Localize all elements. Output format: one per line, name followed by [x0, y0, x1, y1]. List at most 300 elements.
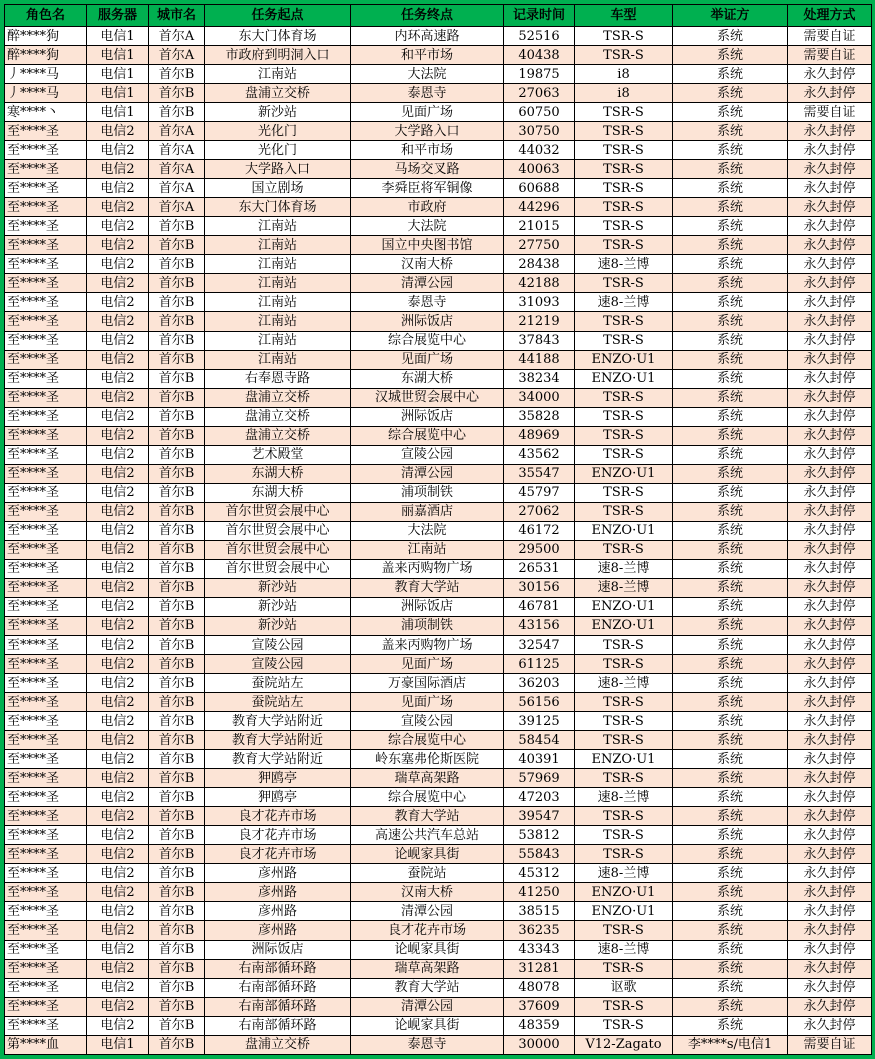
- cell-server: 电信2: [87, 883, 149, 902]
- table-row: [5, 502, 872, 521]
- cell-record-time: 37609: [504, 997, 575, 1016]
- cell-end: 见面广场: [351, 655, 504, 674]
- cell-city: 首尔B: [149, 788, 205, 807]
- table-row: [5, 160, 872, 179]
- cell-role-name: 至****圣: [5, 502, 87, 521]
- table-row: [5, 578, 872, 597]
- cell-reporter: 系统: [673, 578, 788, 597]
- table-row: [5, 46, 872, 65]
- cell-record-time: 48078: [504, 978, 575, 997]
- cell-action: 永久封停: [788, 122, 872, 141]
- cell-car-model: ENZO·U1: [575, 883, 673, 902]
- cell-reporter: 系统: [673, 769, 788, 788]
- cell-start: 首尔世贸会展中心: [205, 521, 351, 540]
- cell-server: 电信2: [87, 122, 149, 141]
- cell-record-time: 34000: [504, 388, 575, 407]
- cell-car-model: TSR-S: [575, 997, 673, 1016]
- cell-action: 永久封停: [788, 141, 872, 160]
- cell-server: 电信2: [87, 483, 149, 502]
- cell-role-name: 至****圣: [5, 217, 87, 236]
- cell-role-name: 至****圣: [5, 693, 87, 712]
- table-row: [5, 27, 872, 46]
- cell-end: 马场交叉路: [351, 160, 504, 179]
- cell-start: 新沙站: [205, 616, 351, 635]
- cell-reporter: 系统: [673, 312, 788, 331]
- cell-server: 电信2: [87, 331, 149, 350]
- cell-record-time: 48969: [504, 426, 575, 445]
- cell-reporter: 系统: [673, 445, 788, 464]
- cell-action: 永久封停: [788, 864, 872, 883]
- cell-car-model: i8: [575, 65, 673, 84]
- table-row: [5, 921, 872, 940]
- cell-server: 电信2: [87, 141, 149, 160]
- cell-record-time: 48359: [504, 1016, 575, 1035]
- cell-server: 电信2: [87, 559, 149, 578]
- cell-action: 永久封停: [788, 636, 872, 655]
- cell-start: 右南部循环路: [205, 997, 351, 1016]
- cell-reporter: 系统: [673, 236, 788, 255]
- cell-action: 永久封停: [788, 845, 872, 864]
- cell-action: 永久封停: [788, 350, 872, 369]
- cell-reporter: 系统: [673, 978, 788, 997]
- cell-city: 首尔B: [149, 959, 205, 978]
- cell-start: 洲际饭店: [205, 940, 351, 959]
- table-row: [5, 236, 872, 255]
- cell-end: 大法院: [351, 521, 504, 540]
- cell-start: 东湖大桥: [205, 464, 351, 483]
- cell-end: 教育大学站: [351, 807, 504, 826]
- cell-role-name: 第****血: [5, 1035, 87, 1054]
- cell-record-time: 40063: [504, 160, 575, 179]
- cell-role-name: 至****圣: [5, 712, 87, 731]
- cell-role-name: 至****圣: [5, 655, 87, 674]
- header-reporter: 举证方: [673, 5, 788, 27]
- cell-city: 首尔A: [149, 198, 205, 217]
- cell-record-time: 42188: [504, 274, 575, 293]
- cell-server: 电信2: [87, 217, 149, 236]
- table-row: [5, 1016, 872, 1035]
- cell-role-name: 至****圣: [5, 331, 87, 350]
- cell-start: 良才花卉市场: [205, 807, 351, 826]
- table-row: [5, 788, 872, 807]
- cell-start: 右南部循环路: [205, 1016, 351, 1035]
- cell-end: 见面广场: [351, 693, 504, 712]
- cell-record-time: 61125: [504, 655, 575, 674]
- cell-server: 电信2: [87, 845, 149, 864]
- cell-car-model: 讴歌: [575, 978, 673, 997]
- cell-end: 宣陵公园: [351, 712, 504, 731]
- cell-server: 电信2: [87, 788, 149, 807]
- cell-role-name: 至****圣: [5, 978, 87, 997]
- cell-server: 电信2: [87, 388, 149, 407]
- cell-reporter: 系统: [673, 274, 788, 293]
- cell-city: 首尔B: [149, 312, 205, 331]
- cell-action: 永久封停: [788, 540, 872, 559]
- cell-start: 大学路入口: [205, 160, 351, 179]
- cell-start: 东湖大桥: [205, 483, 351, 502]
- cell-record-time: 29500: [504, 540, 575, 559]
- cell-car-model: 速8-兰博: [575, 674, 673, 693]
- table-row: [5, 559, 872, 578]
- cell-action: 永久封停: [788, 426, 872, 445]
- cell-car-model: TSR-S: [575, 959, 673, 978]
- cell-reporter: 系统: [673, 521, 788, 540]
- cell-server: 电信2: [87, 236, 149, 255]
- cell-reporter: 系统: [673, 921, 788, 940]
- cell-reporter: 系统: [673, 731, 788, 750]
- cell-action: 需要自证: [788, 27, 872, 46]
- cell-end: 盖来丙购物广场: [351, 636, 504, 655]
- cell-car-model: TSR-S: [575, 217, 673, 236]
- cell-car-model: TSR-S: [575, 921, 673, 940]
- cell-reporter: 系统: [673, 217, 788, 236]
- cell-record-time: 21219: [504, 312, 575, 331]
- cell-server: 电信2: [87, 674, 149, 693]
- cell-record-time: 60688: [504, 179, 575, 198]
- cell-action: 永久封停: [788, 160, 872, 179]
- cell-start: 首尔世贸会展中心: [205, 540, 351, 559]
- cell-car-model: ENZO·U1: [575, 350, 673, 369]
- cell-start: 江南站: [205, 331, 351, 350]
- cell-action: 永久封停: [788, 597, 872, 616]
- cell-end: 和平市场: [351, 46, 504, 65]
- cell-car-model: TSR-S: [575, 27, 673, 46]
- cell-start: 盘浦立交桥: [205, 426, 351, 445]
- cell-record-time: 39547: [504, 807, 575, 826]
- cell-role-name: 至****圣: [5, 559, 87, 578]
- cell-action: 永久封停: [788, 84, 872, 103]
- cell-action: 永久封停: [788, 940, 872, 959]
- cell-role-name: 至****圣: [5, 769, 87, 788]
- cell-role-name: 至****圣: [5, 388, 87, 407]
- cell-car-model: 速8-兰博: [575, 788, 673, 807]
- cell-start: 右南部循环路: [205, 978, 351, 997]
- cell-role-name: 寒****丶: [5, 103, 87, 122]
- cell-server: 电信2: [87, 826, 149, 845]
- cell-end: 清潭公园: [351, 464, 504, 483]
- header-car-model: 车型: [575, 5, 673, 27]
- cell-start: 彦州路: [205, 921, 351, 940]
- cell-reporter: 系统: [673, 103, 788, 122]
- cell-car-model: ENZO·U1: [575, 597, 673, 616]
- table-row: [5, 978, 872, 997]
- cell-reporter: 系统: [673, 597, 788, 616]
- cell-action: 永久封停: [788, 616, 872, 635]
- table-row: [5, 693, 872, 712]
- cell-action: 永久封停: [788, 502, 872, 521]
- cell-car-model: TSR-S: [575, 407, 673, 426]
- cell-role-name: 至****圣: [5, 1016, 87, 1035]
- cell-action: 永久封停: [788, 769, 872, 788]
- cell-role-name: 至****圣: [5, 864, 87, 883]
- cell-action: 永久封停: [788, 578, 872, 597]
- cell-action: 永久封停: [788, 750, 872, 769]
- cell-server: 电信2: [87, 902, 149, 921]
- cell-reporter: 系统: [673, 655, 788, 674]
- cell-server: 电信2: [87, 350, 149, 369]
- cell-record-time: 38515: [504, 902, 575, 921]
- cell-reporter: 系统: [673, 883, 788, 902]
- cell-car-model: TSR-S: [575, 331, 673, 350]
- cell-city: 首尔B: [149, 274, 205, 293]
- cell-server: 电信1: [87, 103, 149, 122]
- cell-action: 永久封停: [788, 236, 872, 255]
- cell-reporter: 系统: [673, 331, 788, 350]
- cell-start: 首尔世贸会展中心: [205, 502, 351, 521]
- cell-end: 泰恩寺: [351, 293, 504, 312]
- cell-city: 首尔B: [149, 255, 205, 274]
- table-row: [5, 902, 872, 921]
- cell-start: 盘浦立交桥: [205, 84, 351, 103]
- cell-action: 永久封停: [788, 959, 872, 978]
- cell-car-model: TSR-S: [575, 483, 673, 502]
- cell-reporter: 系统: [673, 369, 788, 388]
- cell-start: 江南站: [205, 255, 351, 274]
- cell-city: 首尔B: [149, 769, 205, 788]
- cell-role-name: 至****圣: [5, 179, 87, 198]
- cell-end: 汉南大桥: [351, 883, 504, 902]
- table-row: [5, 845, 872, 864]
- cell-record-time: 35547: [504, 464, 575, 483]
- cell-end: 李舜臣将军铜像: [351, 179, 504, 198]
- cell-end: 见面广场: [351, 350, 504, 369]
- cell-start: 江南站: [205, 65, 351, 84]
- cell-start: 教育大学站附近: [205, 731, 351, 750]
- cell-action: 永久封停: [788, 655, 872, 674]
- cell-end: 盖来丙购物广场: [351, 559, 504, 578]
- table-row: [5, 445, 872, 464]
- cell-role-name: 至****圣: [5, 921, 87, 940]
- cell-car-model: TSR-S: [575, 845, 673, 864]
- cell-end: 大法院: [351, 217, 504, 236]
- cell-server: 电信2: [87, 198, 149, 217]
- cell-server: 电信1: [87, 27, 149, 46]
- cell-record-time: 45797: [504, 483, 575, 502]
- cell-server: 电信2: [87, 940, 149, 959]
- cell-car-model: TSR-S: [575, 636, 673, 655]
- cell-role-name: 至****圣: [5, 236, 87, 255]
- cell-car-model: TSR-S: [575, 1016, 673, 1035]
- table-row: [5, 426, 872, 445]
- cell-role-name: 至****圣: [5, 350, 87, 369]
- cell-reporter: 系统: [673, 483, 788, 502]
- table-row: [5, 312, 872, 331]
- table-row: [5, 712, 872, 731]
- header-action: 处理方式: [788, 5, 872, 27]
- cell-action: 永久封停: [788, 369, 872, 388]
- cell-record-time: 36203: [504, 674, 575, 693]
- cell-reporter: 系统: [673, 84, 788, 103]
- cell-role-name: 至****圣: [5, 312, 87, 331]
- cell-car-model: TSR-S: [575, 807, 673, 826]
- cell-start: 新沙站: [205, 597, 351, 616]
- cell-reporter: 系统: [673, 807, 788, 826]
- cell-city: 首尔B: [149, 807, 205, 826]
- cell-role-name: 至****圣: [5, 674, 87, 693]
- cell-role-name: 至****圣: [5, 997, 87, 1016]
- cell-car-model: TSR-S: [575, 731, 673, 750]
- cell-action: 永久封停: [788, 331, 872, 350]
- table-row: [5, 807, 872, 826]
- cell-end: 良才花卉市场: [351, 921, 504, 940]
- cell-end: 国立中央图书馆: [351, 236, 504, 255]
- cell-city: 首尔B: [149, 1016, 205, 1035]
- cell-record-time: 39125: [504, 712, 575, 731]
- table-row: [5, 959, 872, 978]
- cell-end: 瑞草高架路: [351, 959, 504, 978]
- cell-car-model: TSR-S: [575, 122, 673, 141]
- cell-record-time: 38234: [504, 369, 575, 388]
- cell-role-name: 至****圣: [5, 369, 87, 388]
- cell-reporter: 系统: [673, 293, 788, 312]
- cell-city: 首尔B: [149, 369, 205, 388]
- cell-role-name: 至****圣: [5, 540, 87, 559]
- cell-start: 新沙站: [205, 103, 351, 122]
- cell-record-time: 27750: [504, 236, 575, 255]
- cell-start: 市政府到明洞入口: [205, 46, 351, 65]
- cell-start: 彦州路: [205, 902, 351, 921]
- cell-city: 首尔B: [149, 902, 205, 921]
- cell-role-name: 醉****狗: [5, 27, 87, 46]
- cell-start: 首尔世贸会展中心: [205, 559, 351, 578]
- cell-car-model: i8: [575, 84, 673, 103]
- header-start: 任务起点: [205, 5, 351, 27]
- cell-action: 永久封停: [788, 826, 872, 845]
- cell-role-name: 至****圣: [5, 902, 87, 921]
- cell-reporter: 系统: [673, 636, 788, 655]
- cell-action: 永久封停: [788, 65, 872, 84]
- cell-car-model: TSR-S: [575, 540, 673, 559]
- cell-city: 首尔B: [149, 559, 205, 578]
- cell-action: 永久封停: [788, 464, 872, 483]
- table-row: [5, 655, 872, 674]
- table-row: [5, 141, 872, 160]
- cell-end: 高速公共汽车总站: [351, 826, 504, 845]
- cell-role-name: 至****圣: [5, 883, 87, 902]
- cell-reporter: 系统: [673, 940, 788, 959]
- cell-city: 首尔B: [149, 693, 205, 712]
- cell-server: 电信2: [87, 1016, 149, 1035]
- cell-reporter: 系统: [673, 464, 788, 483]
- table-row: [5, 217, 872, 236]
- table-row: [5, 388, 872, 407]
- cell-role-name: 至****圣: [5, 141, 87, 160]
- cell-action: 永久封停: [788, 293, 872, 312]
- cell-reporter: 系统: [673, 540, 788, 559]
- table-row: [5, 369, 872, 388]
- cell-record-time: 40438: [504, 46, 575, 65]
- cell-start: 艺术殿堂: [205, 445, 351, 464]
- cell-car-model: TSR-S: [575, 769, 673, 788]
- cell-action: 永久封停: [788, 883, 872, 902]
- cell-role-name: 至****圣: [5, 750, 87, 769]
- cell-start: 东大门体育场: [205, 27, 351, 46]
- cell-city: 首尔B: [149, 464, 205, 483]
- cell-start: 光化门: [205, 141, 351, 160]
- cell-start: 盘浦立交桥: [205, 1035, 351, 1054]
- cell-start: 狎鸥亭: [205, 769, 351, 788]
- cell-end: 清潭公园: [351, 997, 504, 1016]
- table-row: [5, 274, 872, 293]
- table-row: [5, 331, 872, 350]
- cell-record-time: 44296: [504, 198, 575, 217]
- cell-car-model: TSR-S: [575, 445, 673, 464]
- cell-car-model: TSR-S: [575, 236, 673, 255]
- cell-car-model: V12-Zagato: [575, 1035, 673, 1054]
- cell-action: 需要自证: [788, 1035, 872, 1054]
- cell-car-model: TSR-S: [575, 312, 673, 331]
- cell-server: 电信2: [87, 769, 149, 788]
- cell-city: 首尔B: [149, 655, 205, 674]
- cell-record-time: 46781: [504, 597, 575, 616]
- cell-start: 良才花卉市场: [205, 845, 351, 864]
- cell-server: 电信2: [87, 274, 149, 293]
- cell-action: 永久封停: [788, 445, 872, 464]
- cell-record-time: 57969: [504, 769, 575, 788]
- cell-end: 瑞草高架路: [351, 769, 504, 788]
- cell-record-time: 27063: [504, 84, 575, 103]
- cell-reporter: 系统: [673, 160, 788, 179]
- cell-record-time: 52516: [504, 27, 575, 46]
- cell-record-time: 44188: [504, 350, 575, 369]
- cell-city: 首尔B: [149, 331, 205, 350]
- cell-start: 宣陵公园: [205, 636, 351, 655]
- cell-action: 永久封停: [788, 902, 872, 921]
- cell-reporter: 系统: [673, 502, 788, 521]
- cell-reporter: 系统: [673, 997, 788, 1016]
- cell-record-time: 30156: [504, 578, 575, 597]
- cell-city: 首尔B: [149, 1035, 205, 1054]
- cell-car-model: TSR-S: [575, 141, 673, 160]
- cell-record-time: 43343: [504, 940, 575, 959]
- cell-record-time: 56156: [504, 693, 575, 712]
- cell-city: 首尔B: [149, 103, 205, 122]
- cell-role-name: 至****圣: [5, 255, 87, 274]
- cell-start: 教育大学站附近: [205, 712, 351, 731]
- cell-action: 永久封停: [788, 483, 872, 502]
- cell-city: 首尔B: [149, 426, 205, 445]
- table-row: [5, 883, 872, 902]
- cell-end: 见面广场: [351, 103, 504, 122]
- cell-car-model: ENZO·U1: [575, 521, 673, 540]
- cell-end: 泰恩寺: [351, 84, 504, 103]
- table-row: [5, 255, 872, 274]
- cell-end: 岭东塞弗伦斯医院: [351, 750, 504, 769]
- cell-start: 右南部循环路: [205, 959, 351, 978]
- cell-city: 首尔B: [149, 750, 205, 769]
- cell-end: 论岘家具街: [351, 1016, 504, 1035]
- cell-city: 首尔A: [149, 27, 205, 46]
- table-row: [5, 179, 872, 198]
- cell-action: 永久封停: [788, 179, 872, 198]
- cell-record-time: 60750: [504, 103, 575, 122]
- cell-end: 和平市场: [351, 141, 504, 160]
- cell-reporter: 系统: [673, 141, 788, 160]
- cell-action: 永久封停: [788, 559, 872, 578]
- cell-server: 电信2: [87, 293, 149, 312]
- cell-role-name: 丿****马: [5, 65, 87, 84]
- table-row: [5, 103, 872, 122]
- cell-city: 首尔B: [149, 84, 205, 103]
- cell-action: 永久封停: [788, 807, 872, 826]
- cell-record-time: 44032: [504, 141, 575, 160]
- cell-car-model: ENZO·U1: [575, 902, 673, 921]
- table-row: [5, 750, 872, 769]
- table-row: [5, 826, 872, 845]
- cell-role-name: 至****圣: [5, 597, 87, 616]
- cell-car-model: 速8-兰博: [575, 578, 673, 597]
- cell-server: 电信2: [87, 502, 149, 521]
